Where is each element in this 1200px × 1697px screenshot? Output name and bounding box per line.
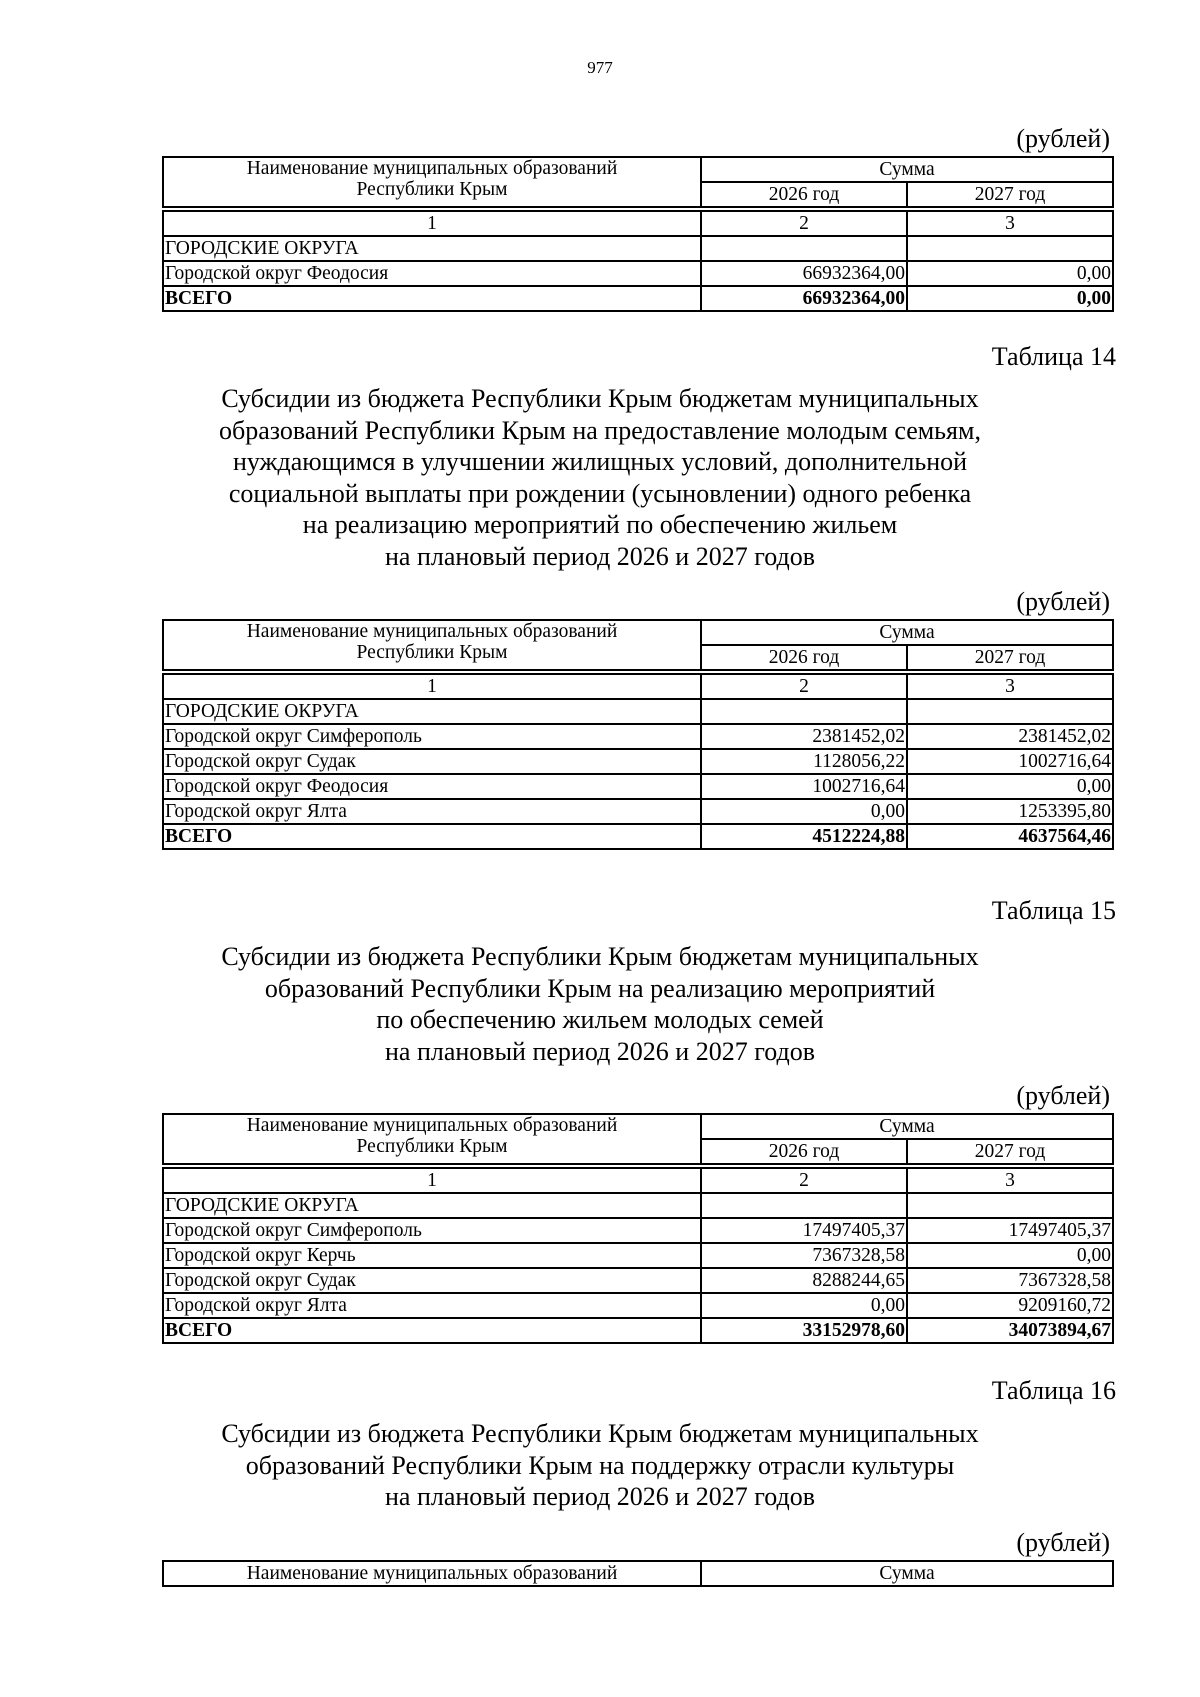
subsidy-table-16 [162,1560,1114,1587]
total-value-2027: 0,00 [907,286,1113,311]
header-name-cell [163,620,701,670]
row-value-2026: 0,00 [701,799,907,824]
header-name-cell [163,1114,701,1164]
row-name: Городской округ Симферополь [163,724,701,749]
section-title: ГОРОДСКИЕ ОКРУГА [163,699,701,724]
row-value-2026: 17497405,37 [701,1218,907,1243]
table-15-label: Таблица 15 [991,896,1116,925]
table-row [163,749,1113,774]
row-value-2026: 66932364,00 [701,261,907,286]
section-row [163,1193,1113,1218]
subsidy-table-14 [162,619,1114,850]
header-name-line1: Наименование муниципальных образований [246,621,618,642]
total-label: ВСЕГО [163,824,701,849]
title-line: образований Республики Крым на поддержку отрасли культуры [245,1450,955,1480]
header-name-line2: Республики Крым [356,1136,508,1157]
table-row [163,774,1113,799]
header-year-2027: 2027 год [907,182,1113,207]
page-number: 977 [587,58,613,77]
header-sum: Сумма [701,620,1113,645]
table-14-label: Таблица 14 [991,342,1116,371]
total-row [163,1318,1113,1343]
header-year-2026: 2026 год [701,645,907,670]
table-16-title [0,1418,1200,1513]
header-year-2026: 2026 год [701,182,907,207]
table-row [163,724,1113,749]
row-value-2026: 8288244,65 [701,1268,907,1293]
title-line: Субсидии из бюджета Республики Крым бюджетам муниципальных [221,384,979,413]
header-name-line2: Республики Крым [356,179,508,200]
title-line: Субсидии из бюджета Республики Крым бюджетам муниципальных [221,942,979,971]
row-value-2027: 2381452,02 [907,724,1113,749]
row-value-2027: 0,00 [907,1243,1113,1268]
row-name: Городской округ Судак [163,1268,701,1293]
row-value-2026: 1128056,22 [701,749,907,774]
row-value-2027: 0,00 [907,261,1113,286]
table-row [163,799,1113,824]
row-name: Городской округ Керчь [163,1243,701,1268]
column-number-3: 3 [907,674,1113,699]
total-value-2027: 34073894,67 [907,1318,1113,1343]
table-row [163,1243,1113,1268]
table-row [163,1293,1113,1318]
row-name: Городской округ Ялта [163,799,701,824]
column-number-2: 2 [701,211,907,236]
header-name-cell [163,157,701,207]
total-value-2026: 66932364,00 [701,286,907,311]
header-sum: Сумма [701,1561,1113,1586]
row-value-2026: 0,00 [701,1293,907,1318]
column-number-3: 3 [907,1168,1113,1193]
column-number-2: 2 [701,674,907,699]
title-line: на реализацию мероприятий по обеспечению жильем [302,510,898,539]
total-value-2027: 4637564,46 [907,824,1113,849]
title-line: образований Республики Крым на реализацию мероприятий [264,973,936,1003]
table-row [163,1268,1113,1293]
subsidy-table-13 [162,156,1114,312]
header-name-line1: Наименование муниципальных образований [246,1115,618,1136]
header-name-line2: Республики Крым [356,642,508,663]
unit-label: (рублей) [1016,1081,1110,1110]
table-16-label: Таблица 16 [991,1376,1116,1405]
total-label: ВСЕГО [163,1318,701,1343]
header-year-2027: 2027 год [907,645,1113,670]
header-name-line1: Наименование муниципальных образований [163,1561,701,1586]
row-value-2027: 1002716,64 [907,749,1113,774]
row-name: Городской округ Ялта [163,1293,701,1318]
row-value-2026: 1002716,64 [701,774,907,799]
header-name-line1: Наименование муниципальных образований [246,158,618,179]
header-year-2027: 2027 год [907,1139,1113,1164]
total-row [163,824,1113,849]
total-row [163,286,1113,311]
row-value-2027: 9209160,72 [907,1293,1113,1318]
row-name: Городской округ Судак [163,749,701,774]
title-line: Субсидии из бюджета Республики Крым бюджетам муниципальных [221,1419,979,1448]
column-number-3: 3 [907,211,1113,236]
title-line: образований Республики Крым на предоставление молодым семьям, [219,415,981,445]
header-sum: Сумма [701,1114,1113,1139]
row-value-2027: 1253395,80 [907,799,1113,824]
title-line: на плановый период 2026 и 2027 годов [385,1482,815,1511]
unit-label: (рублей) [1016,1528,1110,1557]
table-14-title [0,383,1200,572]
section-title: ГОРОДСКИЕ ОКРУГА [163,236,701,261]
title-line: на плановый период 2026 и 2027 годов [385,1036,815,1066]
subsidy-table-15 [162,1113,1114,1344]
total-label: ВСЕГО [163,286,701,311]
column-number-1: 1 [163,674,701,699]
column-number-1: 1 [163,1168,701,1193]
section-row [163,236,1113,261]
row-name: Городской округ Феодосия [163,261,701,286]
header-sum: Сумма [701,157,1113,182]
row-value-2027: 17497405,37 [907,1218,1113,1243]
row-value-2027: 7367328,58 [907,1268,1113,1293]
row-name: Городской округ Симферополь [163,1218,701,1243]
column-number-2: 2 [701,1168,907,1193]
column-number-1: 1 [163,211,701,236]
title-line: по обеспечению жильем молодых семей [376,1005,824,1034]
table-row [163,261,1113,286]
header-year-2026: 2026 год [701,1139,907,1164]
title-line: на плановый период 2026 и 2027 годов [385,541,815,571]
table-15-title [0,941,1200,1067]
row-value-2027: 0,00 [907,774,1113,799]
title-line: нуждающимся в улучшении жилищных условий, дополнительной [232,447,968,476]
table-row [163,1218,1113,1243]
row-value-2026: 7367328,58 [701,1243,907,1268]
title-line: социальной выплаты при рождении (усыновлении) одного ребенка [228,478,972,508]
total-value-2026: 33152978,60 [701,1318,907,1343]
row-value-2026: 2381452,02 [701,724,907,749]
unit-label: (рублей) [1016,587,1110,616]
section-title: ГОРОДСКИЕ ОКРУГА [163,1193,701,1218]
total-value-2026: 4512224,88 [701,824,907,849]
section-row [163,699,1113,724]
row-name: Городской округ Феодосия [163,774,701,799]
unit-label: (рублей) [1016,124,1110,153]
